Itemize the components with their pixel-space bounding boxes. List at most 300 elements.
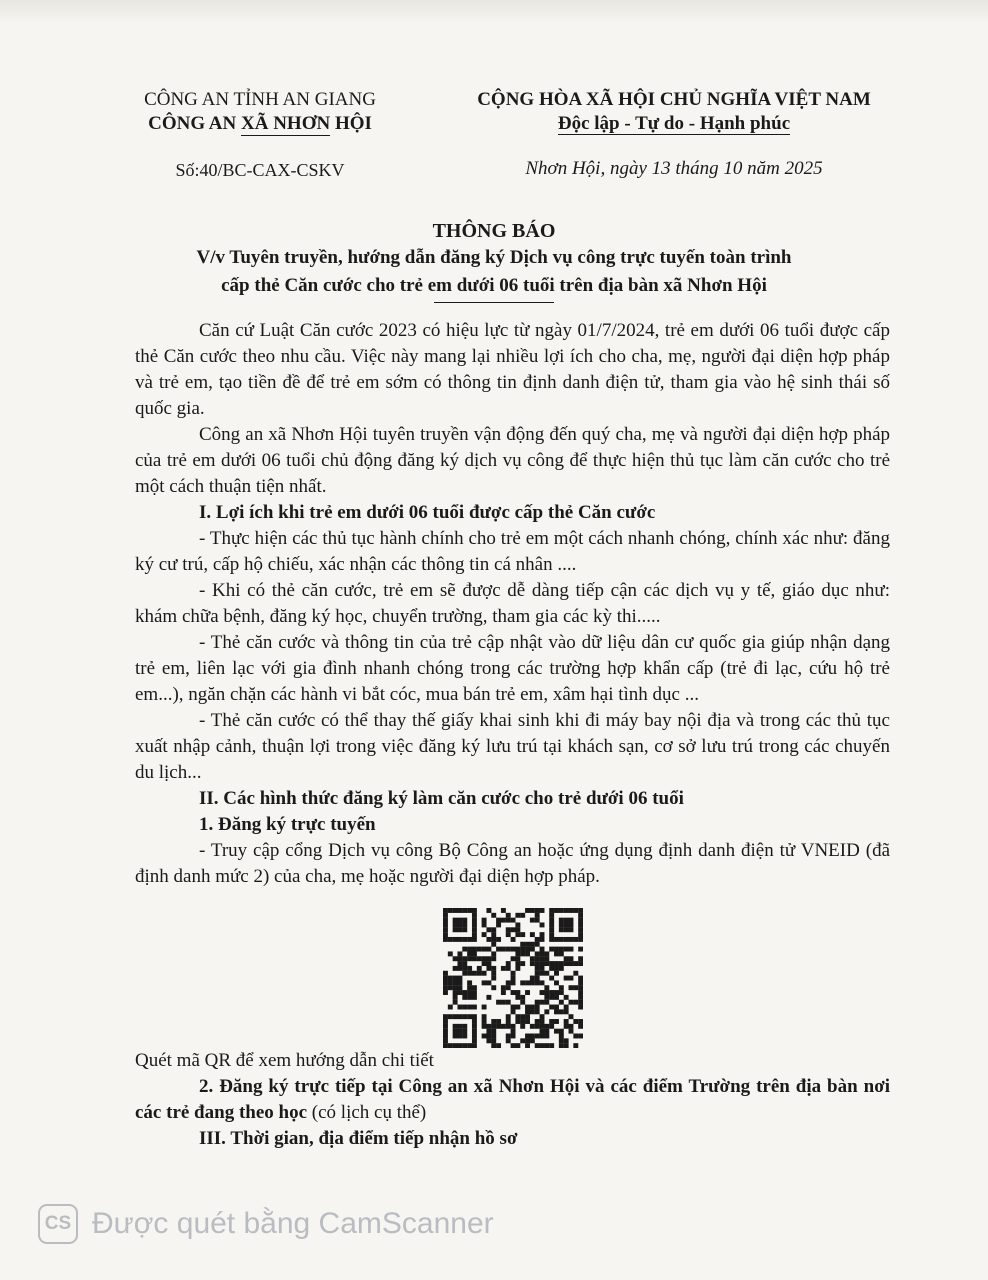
qr-module (443, 1014, 448, 1019)
qr-module (525, 908, 530, 913)
qr-module (462, 927, 467, 932)
qr-module (539, 966, 544, 971)
qr-module (534, 1019, 539, 1024)
qr-module (568, 922, 573, 927)
qr-module (525, 990, 530, 995)
qr-module (443, 1024, 448, 1029)
qr-module (549, 937, 554, 942)
qr-module (510, 976, 515, 981)
in-person-heading: 2. Đăng ký trực tiếp tại Công an xã Nhơn Hội và các điểm Trường trên địa bàn nơi các trẻ đang theo học (135, 1076, 890, 1123)
qr-module (452, 995, 457, 1000)
qr-module (481, 971, 486, 976)
qr-module (525, 1038, 530, 1043)
benefit-item: - Thực hiện các thủ tục hành chính cho trẻ em một cách nhanh chóng, chính xác như: đăng ký cư trú, cấp hộ chiếu, xác nhận các thông tin cá nhân .... (135, 528, 890, 575)
qr-module (443, 918, 448, 923)
qr-module (457, 976, 462, 981)
qr-module (558, 951, 563, 956)
qr-module (568, 961, 573, 966)
qr-module (568, 947, 573, 952)
qr-module (467, 937, 472, 942)
qr-module (529, 1024, 534, 1029)
qr-module (558, 947, 563, 952)
qr-module (578, 947, 583, 952)
qr-module (534, 966, 539, 971)
qr-module (496, 922, 501, 927)
qr-module (529, 961, 534, 966)
qr-module (471, 918, 476, 923)
qr-module (578, 980, 583, 985)
qr-module (491, 985, 496, 990)
qr-module (467, 1014, 472, 1019)
qr-module (539, 956, 544, 961)
qr-module (578, 937, 583, 942)
qr-module (568, 1029, 573, 1034)
qr-module (443, 913, 448, 918)
qr-module (486, 961, 491, 966)
qr-module (443, 1038, 448, 1043)
qr-module (554, 971, 559, 976)
qr-module (452, 1024, 457, 1029)
section-heading-time-place: III. Thời gian, địa điểm tiếp nhận hồ sơ (199, 1128, 518, 1149)
qr-module (457, 922, 462, 927)
qr-module (467, 908, 472, 913)
qr-module (476, 966, 481, 971)
qr-module (467, 1043, 472, 1048)
qr-module (539, 1014, 544, 1019)
qr-module (443, 976, 448, 981)
qr-code-icon[interactable] (443, 908, 583, 1048)
qr-module (554, 1009, 559, 1014)
subject-line-1: V/v Tuyên truyền, hướng dẫn đăng ký Dịch vụ công trực tuyến toàn trình (196, 247, 792, 268)
qr-module (505, 1019, 510, 1024)
qr-module (491, 951, 496, 956)
qr-module (578, 956, 583, 961)
qr-module (558, 1029, 563, 1034)
qr-module (452, 956, 457, 961)
qr-module (481, 961, 486, 966)
qr-module (529, 918, 534, 923)
qr-module (515, 913, 520, 918)
qr-module (491, 956, 496, 961)
qr-module (549, 1005, 554, 1010)
qr-module (544, 985, 549, 990)
qr-module (558, 1009, 563, 1014)
qr-module (549, 990, 554, 995)
qr-module (534, 976, 539, 981)
qr-module (471, 985, 476, 990)
qr-module (486, 937, 491, 942)
qr-module (529, 1009, 534, 1014)
qr-module (563, 937, 568, 942)
qr-module (554, 951, 559, 956)
qr-module (563, 1009, 568, 1014)
qr-module (515, 990, 520, 995)
qr-module (491, 976, 496, 981)
qr-module (486, 927, 491, 932)
qr-module (534, 1034, 539, 1039)
qr-module (568, 908, 573, 913)
qr-module (452, 918, 457, 923)
qr-module (510, 937, 515, 942)
qr-module (471, 971, 476, 976)
qr-module (467, 995, 472, 1000)
qr-module (510, 1009, 515, 1014)
qr-module (486, 1038, 491, 1043)
subject-line-2: cấp thẻ Căn cước cho trẻ em dưới 06 tuổi trên địa bàn xã Nhơn Hội (221, 275, 767, 296)
qr-module (520, 947, 525, 952)
qr-module (467, 951, 472, 956)
qr-module (447, 980, 452, 985)
qr-module (525, 1019, 530, 1024)
qr-module (491, 927, 496, 932)
qr-module (471, 1014, 476, 1019)
qr-module (447, 976, 452, 981)
qr-module (549, 1043, 554, 1048)
qr-module (510, 971, 515, 976)
qr-module (520, 1014, 525, 1019)
qr-module (500, 947, 505, 952)
qr-module (529, 956, 534, 961)
paragraph-legal-basis: Căn cứ Luật Căn cước 2023 có hiệu lực từ ngày 01/7/2024, trẻ em dưới 06 tuổi được cấp thẻ Căn cước theo nhu cầu. Việc này mang lại nhiều lợi ích cho cha, mẹ, người đại diện hợp pháp và trẻ em, tạo tiền đề để trẻ em sớm có thông tin định danh điện tử, tham gia vào hệ sinh thái số quốc gia. (135, 320, 890, 419)
qr-module (554, 947, 559, 952)
qr-module (443, 927, 448, 932)
qr-module (544, 1000, 549, 1005)
qr-module (496, 1024, 501, 1029)
qr-module (500, 908, 505, 913)
qr-module (573, 937, 578, 942)
qr-module (525, 980, 530, 985)
qr-module (539, 1034, 544, 1039)
qr-module (491, 1038, 496, 1043)
qr-module (544, 961, 549, 966)
document-body (135, 318, 890, 1152)
qr-module (496, 947, 501, 952)
qr-module (549, 913, 554, 918)
qr-module (491, 971, 496, 976)
qr-module (549, 927, 554, 932)
qr-module (510, 980, 515, 985)
qr-module (515, 947, 520, 952)
qr-module (457, 985, 462, 990)
benefit-item: - Khi có thẻ căn cước, trẻ em sẽ được dễ dàng tiếp cận các dịch vụ y tế, giáo dục như: khám chữa bệnh, đăng ký học, chuyển trường, tham gia các kỳ thi..... (135, 580, 890, 627)
qr-module (471, 927, 476, 932)
qr-module (578, 1000, 583, 1005)
qr-module (558, 908, 563, 913)
qr-module (486, 1024, 491, 1029)
qr-module (486, 1034, 491, 1039)
issuing-authority (120, 112, 400, 136)
qr-module (573, 985, 578, 990)
qr-module (544, 1009, 549, 1014)
qr-module (539, 961, 544, 966)
qr-module (457, 966, 462, 971)
qr-module (515, 1014, 520, 1019)
qr-module (447, 1043, 452, 1048)
qr-module (471, 1043, 476, 1048)
qr-module (563, 908, 568, 913)
qr-module (578, 985, 583, 990)
qr-module (563, 956, 568, 961)
qr-module (563, 927, 568, 932)
qr-module (544, 1034, 549, 1039)
qr-module (544, 990, 549, 995)
qr-module (462, 1014, 467, 1019)
qr-module (471, 937, 476, 942)
qr-module (573, 961, 578, 966)
qr-module (520, 932, 525, 937)
qr-module (452, 922, 457, 927)
qr-module (515, 1043, 520, 1048)
qr-module (452, 985, 457, 990)
qr-module (462, 1029, 467, 1034)
qr-module (539, 951, 544, 956)
qr-module (578, 913, 583, 918)
qr-module (471, 908, 476, 913)
qr-module (520, 913, 525, 918)
qr-module (467, 985, 472, 990)
qr-module (457, 956, 462, 961)
qr-module (471, 1024, 476, 1029)
authority-prefix: CÔNG AN (148, 113, 241, 134)
qr-module (505, 980, 510, 985)
qr-module (549, 976, 554, 981)
nation-name: CỘNG HÒA XÃ HỘI CHỦ NGHĨA VIỆT NAM (477, 89, 871, 110)
qr-module (510, 956, 515, 961)
qr-module (496, 1019, 501, 1024)
qr-module (549, 1019, 554, 1024)
qr-module (568, 1000, 573, 1005)
qr-module (573, 1019, 578, 1024)
qr-module (515, 1019, 520, 1024)
qr-module (563, 976, 568, 981)
qr-module (515, 951, 520, 956)
qr-caption: Quét mã QR để xem hướng dẫn chi tiết (135, 1050, 434, 1071)
qr-module (467, 966, 472, 971)
qr-module (505, 985, 510, 990)
qr-module (554, 966, 559, 971)
qr-module (558, 990, 563, 995)
authority-suffix: HỘI (330, 113, 372, 134)
qr-module (568, 985, 573, 990)
benefit-item: - Thẻ căn cước và thông tin của trẻ cập nhật vào dữ liệu dân cư quốc gia giúp nhận dạng trẻ em, liên lạc với gia đình nhanh chóng trong các trường hợp khẩn cấp (trẻ đi lạc, cứu hộ trẻ em...), ngăn chặn các hành vi bắt cóc, mua bán trẻ em, xâm hại tình dục ... (135, 632, 890, 705)
qr-code-graphic (443, 908, 583, 1048)
qr-module (510, 927, 515, 932)
qr-module (510, 918, 515, 923)
qr-module (467, 971, 472, 976)
qr-module (505, 927, 510, 932)
qr-module (452, 937, 457, 942)
qr-module (510, 1024, 515, 1029)
qr-module (481, 1014, 486, 1019)
qr-module (457, 990, 462, 995)
qr-module (529, 1005, 534, 1010)
qr-module (447, 985, 452, 990)
qr-module (534, 980, 539, 985)
qr-module (563, 922, 568, 927)
qr-module (573, 971, 578, 976)
qr-module (462, 966, 467, 971)
qr-module (549, 961, 554, 966)
qr-module (544, 1029, 549, 1034)
qr-module (558, 937, 563, 942)
qr-module (539, 1029, 544, 1034)
qr-module (491, 1024, 496, 1029)
qr-module (534, 1043, 539, 1048)
qr-module (554, 980, 559, 985)
qr-module (568, 927, 573, 932)
qr-module (443, 980, 448, 985)
qr-module (549, 918, 554, 923)
qr-module (510, 1034, 515, 1039)
qr-module (505, 1000, 510, 1005)
qr-module (447, 908, 452, 913)
qr-module (443, 908, 448, 913)
qr-module (578, 932, 583, 937)
watermark-text: Được quét bằng CamScanner (92, 1207, 494, 1240)
qr-module (496, 918, 501, 923)
qr-module (457, 908, 462, 913)
issuing-authority-block (120, 88, 400, 181)
qr-module (534, 1000, 539, 1005)
qr-module (539, 1043, 544, 1048)
qr-module (471, 956, 476, 961)
qr-module (534, 961, 539, 966)
national-header-block (440, 88, 908, 180)
qr-module (452, 1029, 457, 1034)
qr-module (578, 990, 583, 995)
qr-module (467, 980, 472, 985)
document-number: Số:40/BC-CAX-CSKV (175, 160, 345, 180)
qr-module (554, 961, 559, 966)
national-motto (440, 112, 908, 136)
qr-module (544, 956, 549, 961)
qr-module (486, 947, 491, 952)
qr-module (467, 947, 472, 952)
qr-module (491, 913, 496, 918)
qr-module (529, 1034, 534, 1039)
qr-module (534, 1005, 539, 1010)
qr-module (510, 990, 515, 995)
qr-module (578, 927, 583, 932)
qr-module (491, 1043, 496, 1048)
in-person-registration (135, 1074, 890, 1126)
qr-module (544, 995, 549, 1000)
qr-module (520, 942, 525, 947)
qr-module (558, 966, 563, 971)
qr-module (515, 966, 520, 971)
qr-module (505, 961, 510, 966)
qr-module (462, 918, 467, 923)
qr-module (510, 1043, 515, 1048)
qr-module (486, 995, 491, 1000)
qr-module (476, 956, 481, 961)
qr-module (491, 937, 496, 942)
qr-module (563, 947, 568, 952)
qr-module (558, 1038, 563, 1043)
qr-module (505, 1024, 510, 1029)
qr-module (573, 1034, 578, 1039)
qr-module (578, 976, 583, 981)
qr-module (568, 956, 573, 961)
qr-module (491, 966, 496, 971)
qr-module (534, 913, 539, 918)
qr-module (534, 942, 539, 947)
qr-module (539, 932, 544, 937)
qr-module (563, 1043, 568, 1048)
qr-module (578, 1005, 583, 1010)
qr-module (443, 932, 448, 937)
qr-module (554, 908, 559, 913)
qr-module (457, 1014, 462, 1019)
qr-module (520, 1000, 525, 1005)
qr-module (471, 995, 476, 1000)
qr-module (515, 956, 520, 961)
qr-module (549, 995, 554, 1000)
qr-module (563, 1024, 568, 1029)
qr-module (520, 980, 525, 985)
qr-module (529, 976, 534, 981)
qr-module (443, 971, 448, 976)
subheading-online: 1. Đăng ký trực tuyến (199, 814, 376, 835)
qr-module (491, 932, 496, 937)
qr-module (452, 1034, 457, 1039)
qr-module (500, 985, 505, 990)
qr-module (534, 937, 539, 942)
qr-module (481, 1034, 486, 1039)
qr-module (558, 985, 563, 990)
qr-module (481, 1005, 486, 1010)
qr-module (452, 976, 457, 981)
qr-module (443, 922, 448, 927)
qr-module (491, 1019, 496, 1024)
qr-module (500, 918, 505, 923)
qr-module (544, 951, 549, 956)
qr-module (568, 1024, 573, 1029)
qr-module (534, 1024, 539, 1029)
paragraph-call-to-action: Công an xã Nhơn Hội tuyên truyền vận động đến quý cha, mẹ và người đại diện hợp pháp của trẻ em dưới 06 tuổi chủ động đăng ký dịch vụ công để thực hiện thủ tục làm căn cước cho trẻ một cách thuận tiện nhất. (135, 424, 890, 497)
qr-module (452, 908, 457, 913)
qr-module (558, 918, 563, 923)
qr-module (520, 1038, 525, 1043)
qr-module (549, 932, 554, 937)
qr-module (443, 1019, 448, 1024)
qr-module (471, 1019, 476, 1024)
qr-module (525, 1014, 530, 1019)
qr-module (467, 1005, 472, 1010)
qr-module (457, 951, 462, 956)
qr-module (525, 1034, 530, 1039)
motto-text: Độc lập - Tự do - Hạnh phúc (557, 113, 791, 134)
qr-module (500, 966, 505, 971)
qr-module (481, 918, 486, 923)
qr-module (539, 1019, 544, 1024)
qr-module (457, 961, 462, 966)
qr-module (510, 1005, 515, 1010)
qr-module (558, 1043, 563, 1048)
qr-module (496, 1000, 501, 1005)
qr-module (505, 1038, 510, 1043)
qr-module (505, 932, 510, 937)
qr-module (476, 947, 481, 952)
qr-module (578, 1034, 583, 1039)
qr-module (539, 922, 544, 927)
camscanner-logo-icon: CS (38, 1204, 78, 1244)
qr-module (558, 961, 563, 966)
camscanner-watermark (38, 1201, 494, 1247)
qr-module (452, 980, 457, 985)
qr-module (544, 1024, 549, 1029)
qr-module (471, 1005, 476, 1010)
